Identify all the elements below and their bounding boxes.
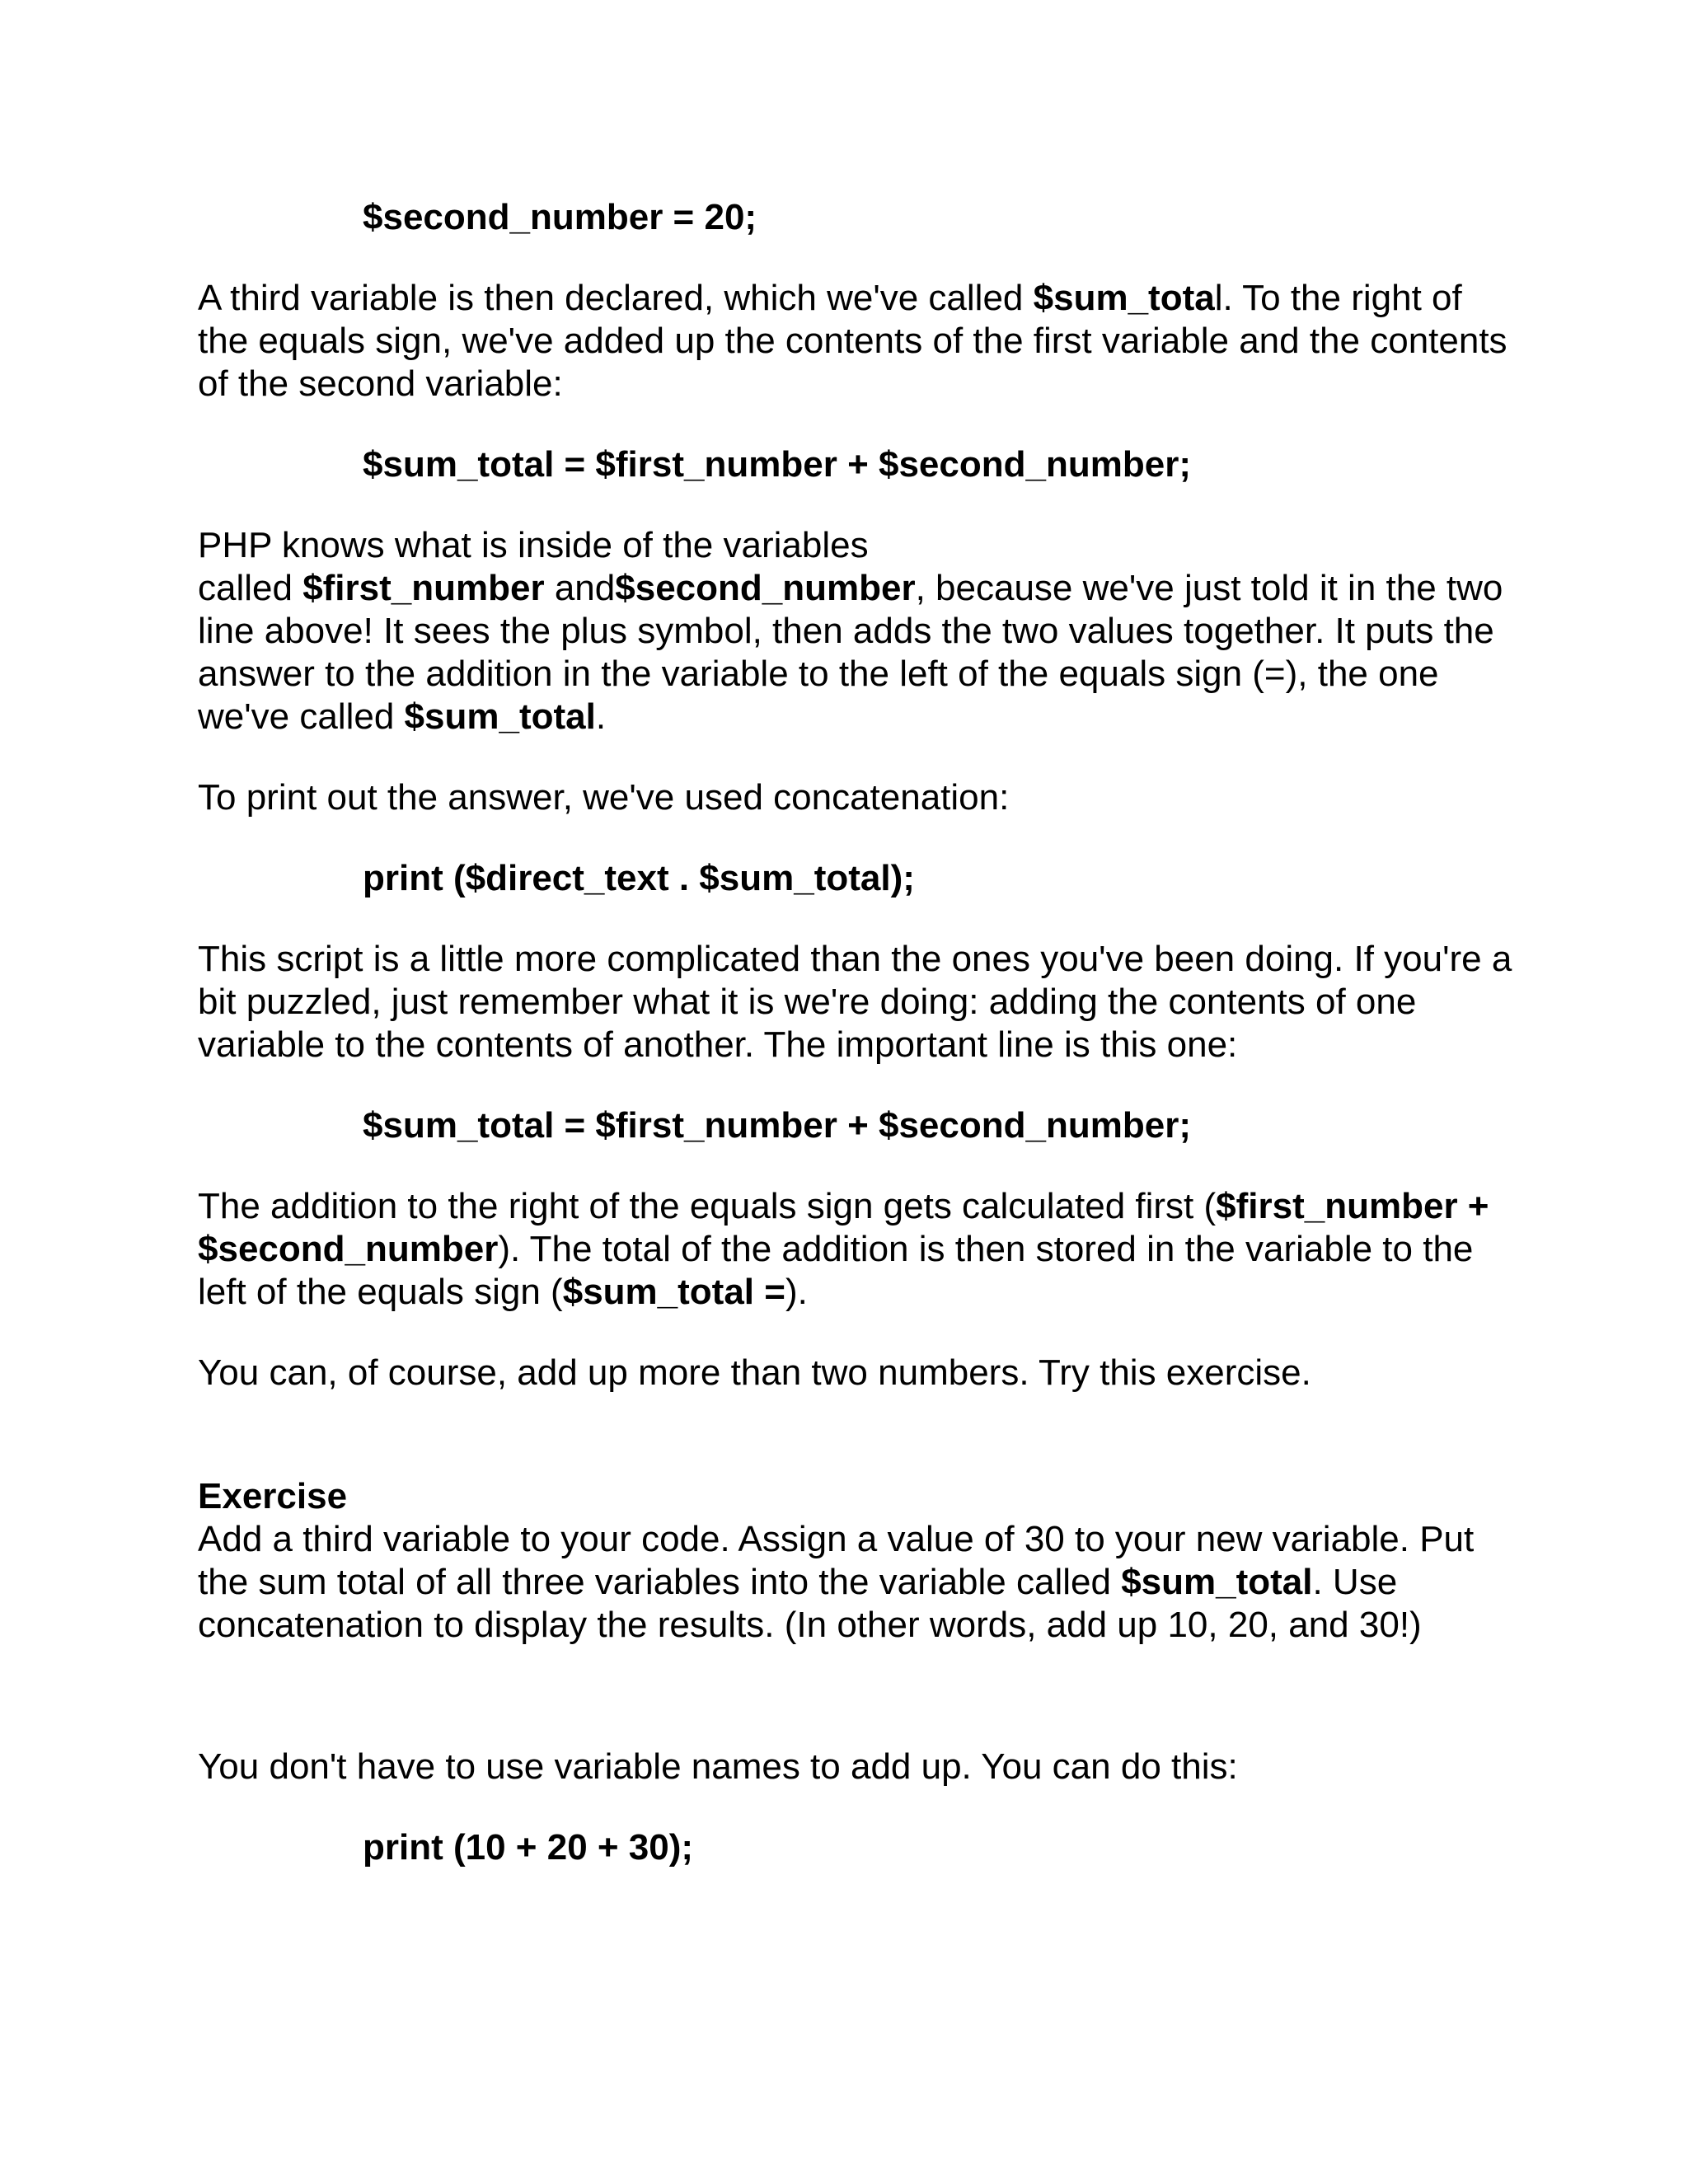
code-line-sum-total: $sum_total = $first_number + $second_number; <box>363 444 1191 485</box>
code-line-print-concat: print ($direct_text . $sum_total); <box>363 858 915 898</box>
paragraph-script-complicated: This script is a little more complicated than the ones you've been doing. If you're a bit puzzled, just remember what it is we're doing: adding the contents of one variable to the contents of another. The important line is this one: <box>198 939 1512 1065</box>
code-line-print-numbers: print (10 + 20 + 30); <box>363 1827 694 1868</box>
paragraph-no-variable-names: You don't have to use variable names to add up. You can do this: <box>198 1746 1238 1787</box>
paragraph-third-variable: A third variable is then declared, which we've called $sum_total. To the right of the equals sign, we've added up the contents of the first variable and the contents of the second variable: <box>198 278 1507 404</box>
paragraph-php-knows: PHP knows what is inside of the variables called $first_number and$second_number, because we've just told it in the two line above! It sees the plus symbol, then adds the two values together. It puts the answer to the addition in the variable to the left of the equals sign (=), the one we've called $sum_total. <box>198 525 1503 737</box>
exercise-heading: Exercise <box>198 1476 348 1516</box>
document-page <box>198 196 1517 1869</box>
code-line-second-number: $second_number = 20; <box>363 197 757 237</box>
code-line-sum-total-important: $sum_total = $first_number + $second_number; <box>363 1105 1191 1146</box>
paragraph-addition-right: The addition to the right of the equals sign gets calculated first ($first_number + $second_number). The total of the addition is then stored in the variable to the left of the equals sign ($sum_total =). <box>198 1186 1489 1312</box>
exercise-body: Add a third variable to your code. Assign a value of 30 to your new variable. Put the sum total of all three variables into the variable called $sum_total. Use concatenation to display the results. (In other words, add up 10, 20, and 30!) <box>198 1519 1475 1645</box>
paragraph-more-numbers: You can, of course, add up more than two numbers. Try this exercise. <box>198 1352 1311 1393</box>
paragraph-print-answer: To print out the answer, we've used concatenation: <box>198 777 1010 818</box>
